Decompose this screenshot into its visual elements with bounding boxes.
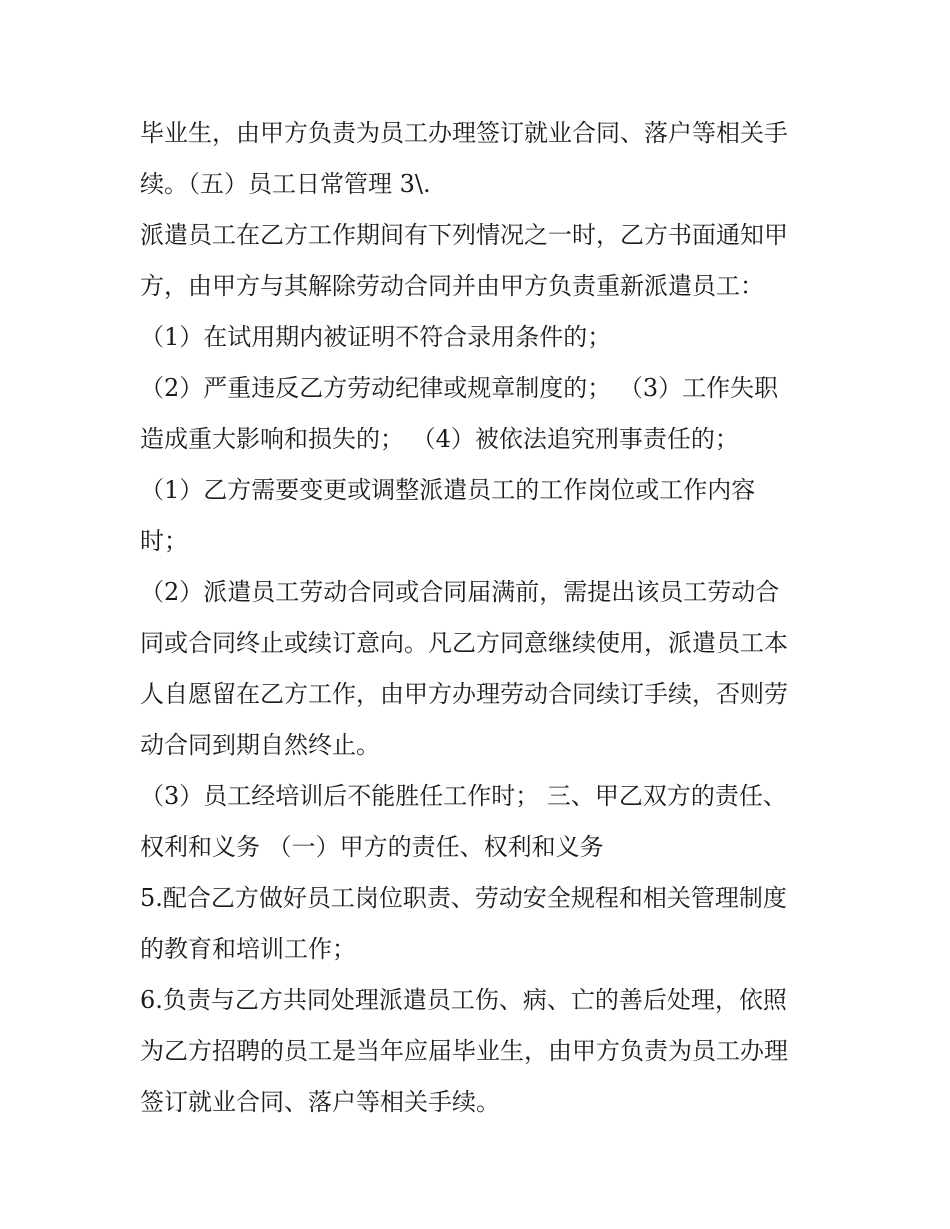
text-line: 派遣员工在乙方工作期间有下列情况之一时，乙方书面通知甲 [140, 221, 788, 249]
text-line: 造成重大影响和损失的； （4）被依法追究刑事责任的； [140, 425, 739, 453]
text-line: 权利和义务 （一）甲方的责任、权利和义务 [140, 833, 604, 861]
text-line: （1）在试用期内被证明不符合录用条件的； [140, 323, 612, 351]
text-line: 的教育和培训工作； [140, 935, 356, 963]
text-line: 6.负责与乙方共同处理派遣员工伤、病、亡的善后处理，依照 [140, 986, 787, 1014]
text-line: 人自愿留在乙方工作，由甲方办理劳动合同续订手续，否则劳 [140, 680, 788, 708]
text-line: 续。（五）员工日常管理 3\. [140, 170, 431, 198]
text-line: （2）严重违反乙方劳动纪律或规章制度的； （3）工作失职 [140, 374, 779, 402]
text-line: 时； [140, 527, 188, 555]
text-line: （3）员工经培训后不能胜任工作时； 三、甲乙双方的责任、 [140, 782, 787, 810]
text-line: 为乙方招聘的员工是当年应届毕业生，由甲方负责为员工办理 [140, 1037, 788, 1065]
text-line: （2）派遣员工劳动合同或合同届满前，需提出该员工劳动合 [140, 578, 780, 606]
document-body [140, 108, 830, 1128]
text-line: 毕业生，由甲方负责为员工办理签订就业合同、落户等相关手 [140, 119, 788, 147]
text-line: 方，由甲方与其解除劳动合同并由甲方负责重新派遣员工： [140, 272, 764, 300]
text-line: 5.配合乙方做好员工岗位职责、劳动安全规程和相关管理制度 [140, 884, 787, 912]
text-line: 同或合同终止或续订意向。凡乙方同意继续使用，派遣员工本 [140, 629, 788, 657]
text-line: （1）乙方需要变更或调整派遣员工的工作岗位或工作内容 [140, 476, 756, 504]
text-line: 签订就业合同、落户等相关手续。 [140, 1088, 500, 1116]
text-line: 动合同到期自然终止。 [140, 731, 380, 759]
